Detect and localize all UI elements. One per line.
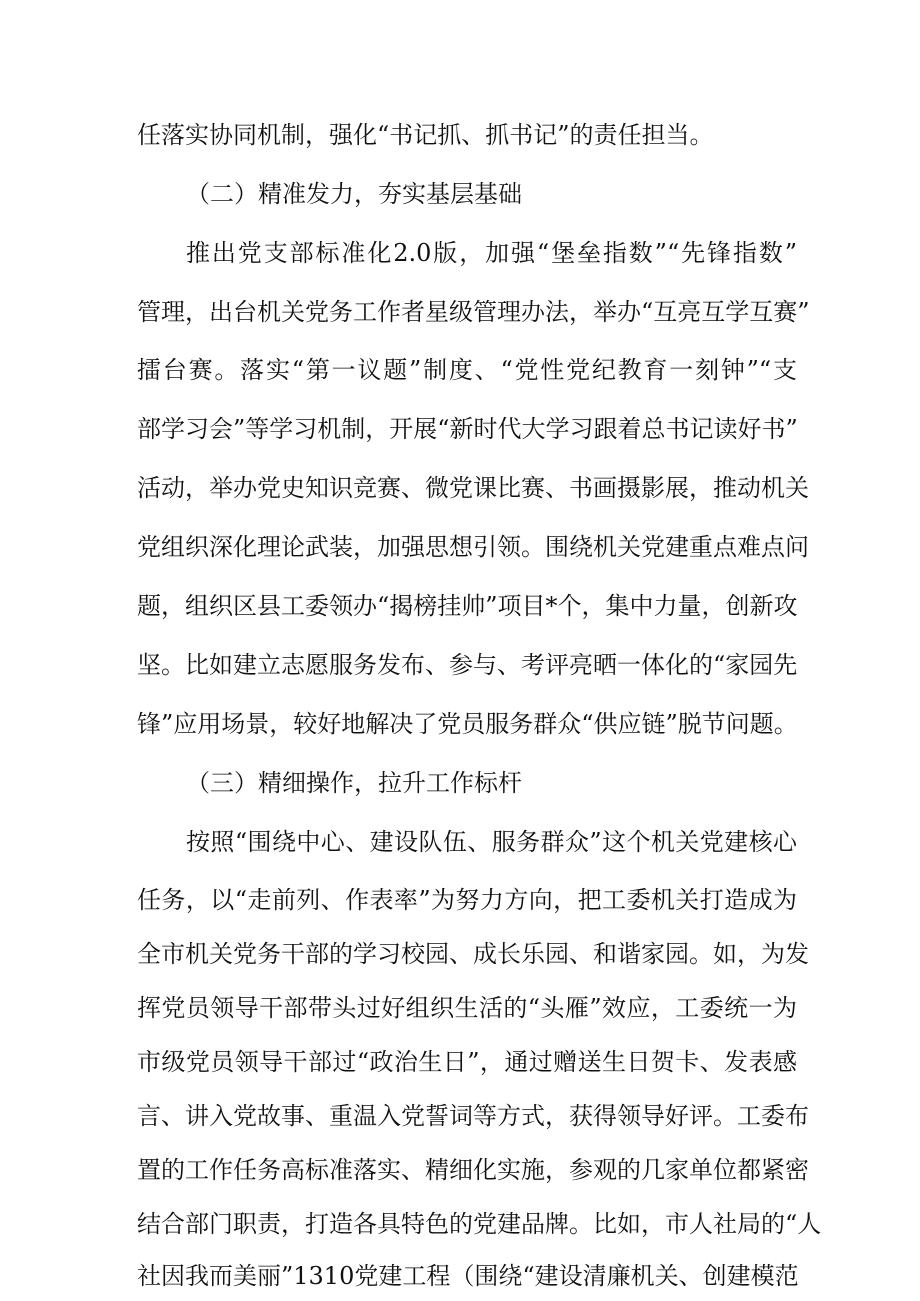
text-line: 坚。比如建立志愿服务发布、参与、考评亮晒一体化的“家园先 (137, 651, 798, 679)
text-line: 言、讲入党故事、重温入党誓词等方式，获得领导好评。工委布 (137, 1102, 809, 1130)
paragraph-first-line: 推出党支部标准化2.0版，加强“堡垒指数”“先锋指数” (186, 239, 797, 267)
section-heading: （三）精细操作，拉升工作标杆 (186, 769, 522, 797)
text-line: 活动，举办党史知识竞赛、微党课比赛、书画摄影展，推动机关 (137, 474, 809, 502)
text-line: 市级党员领导干部过“政治生日”，通过赠送生日贺卡、发表感 (137, 1048, 797, 1076)
text-line: 擂台赛。落实“第一议题”制度、“党性党纪教育一刻钟”“支 (137, 356, 797, 384)
text-line: 全市机关党务干部的学习校园、成长乐园、和谐家园。如，为发 (137, 940, 809, 968)
text-line: 挥党员领导干部带头过好组织生活的“头雁”效应，工委统一为 (137, 994, 797, 1022)
text-line: 置的工作任务高标准落实、精细化实施，参观的几家单位都紧密 (137, 1156, 809, 1184)
text-line: 题，组织区县工委领办“揭榜挂帅”项目*个，集中力量，创新攻 (137, 592, 798, 620)
text-line: 任落实协同机制，强化“书记抓、抓书记”的责任担当。 (137, 121, 714, 149)
text-line: 结合部门职责，打造各具特色的党建品牌。比如，市人社局的“人 (137, 1210, 822, 1238)
text-line: 任务，以“走前列、作表率”为努力方向，把工委机关打造成为 (137, 886, 797, 914)
text-line: 锋”应用场景，较好地解决了党员服务群众“供应链”脱节问题。 (137, 710, 798, 738)
text-line: 部学习会”等学习机制，开展“新时代大学习跟着总书记读好书” (137, 415, 798, 443)
text-line: 党组织深化理论武装，加强思想引领。围绕机关党建重点难点问 (137, 533, 809, 561)
text-line: 社因我而美丽”1310党建工程（围绕“建设清廉机关、创建模范 (137, 1262, 799, 1290)
text-line: 管理，出台机关党务工作者星级管理办法，举办“互亮互学互赛” (137, 298, 810, 326)
paragraph-first-line: 按照“围绕中心、建设队伍、服务群众”这个机关党建核心 (186, 828, 797, 856)
section-heading: （二）精准发力，夯实基层基础 (186, 180, 522, 208)
